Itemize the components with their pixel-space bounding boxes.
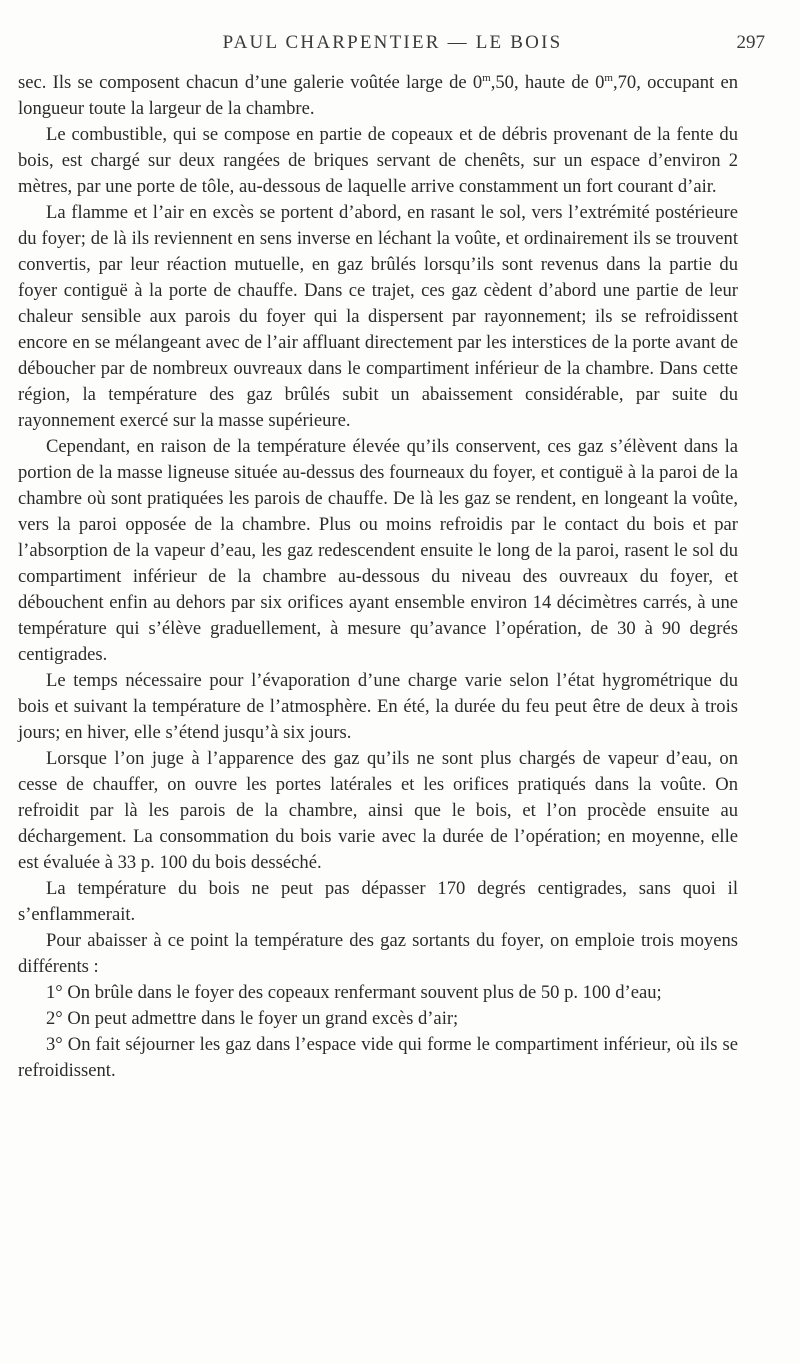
list-item: 1° On brûle dans le foyer des copeaux renfermant souvent plus de 50 p. 100 d’eau; bbox=[46, 982, 662, 1003]
paragraph: La flamme et l’air en excès se portent d’abord, en rasant le sol, vers l’extrémité postérieure du foyer; de là ils reviennent en sens inverse en léchant la voûte, et ordinairement ils se trouvent convertis, par leur réaction mutuelle, en gaz brûlés lorsqu’ils sont revenus dans la partie du foyer contiguë à la porte de chauffe. Dans ce trajet, ces gaz cèdent d’abord une partie de leur chaleur sensible aux parois du foyer qui la dispersent par rayonnement; ils se refroidissent encore en se mélangeant avec de l’air affluant directement par les interstices de la porte avant de déboucher par de nombreux ouvreaux dans le compartiment inférieur de la chambre. Dans cette région, la température des gaz brûlés subit un abaissement considérable, par suite du rayonnement exercé sur la masse supérieure. bbox=[18, 202, 738, 431]
unit-superscript: m bbox=[482, 72, 491, 84]
text-run: ,70, occupant en longueur toute la largeur de la chambre. bbox=[18, 72, 739, 119]
paragraph-continued bbox=[18, 70, 738, 122]
paragraph: Le temps nécessaire pour l’évaporation d’une charge varie selon l’état hygrométrique du bois et suivant la température de l’atmosphère. En été, la durée du feu peut être de deux à trois jours; en hiver, elle s’étend jusqu’à six jours. bbox=[18, 670, 738, 743]
page-header bbox=[20, 32, 765, 60]
paragraph: La température du bois ne peut pas dépasser 170 degrés centigrades, sans quoi il s’enflammerait. bbox=[18, 878, 738, 925]
page-number: 297 bbox=[736, 32, 765, 53]
paragraph: Cependant, en raison de la température élevée qu’ils conservent, ces gaz s’élèvent dans la portion de la masse ligneuse située au-dessus des fourneaux du foyer, et contiguë à la paroi de la chambre où sont pratiquées les parois de chauffe. De là les gaz se rendent, en longeant la voûte, vers la paroi opposée de la chambre. Plus ou moins refroidis par le contact du bois et par l’absorption de la vapeur d’eau, les gaz redescendent ensuite le long de la paroi, rasent le sol du compartiment inférieur de la chambre au-dessous du niveau des ouvreaux du foyer, et débouchent enfin au dehors par six orifices ayant ensemble environ 14 décimètres carrés, à une température qui s’élève graduellement, à mesure qu’avance l’opération, de 30 à 90 degrés centigrades. bbox=[18, 436, 738, 665]
paragraph: Lorsque l’on juge à l’apparence des gaz qu’ils ne sont plus chargés de vapeur d’eau, on cesse de chauffer, on ouvre les portes latérales et les orifices pratiqués dans la voûte. On refroidit par là les parois de la chambre, ainsi que le bois, et l’on procède ensuite au déchargement. La consommation du bois varie avec la durée de l’opération; en moyenne, elle est évaluée à 33 p. 100 du bois desséché. bbox=[18, 748, 738, 873]
text-run: sec. Ils se composent chacun d’une galerie voûtée large de 0 bbox=[18, 72, 483, 93]
list-item: 2° On peut admettre dans le foyer un grand excès d’air; bbox=[46, 1008, 459, 1029]
text-run: ,50, haute de 0 bbox=[490, 72, 605, 93]
paragraph: Le combustible, qui se compose en partie de copeaux et de débris provenant de la fente du bois, est chargé sur deux rangées de briques servant de chenêts, sur un espace d’environ 2 mètres, par une porte de tôle, au-dessous de laquelle arrive constamment un fort courant d’air. bbox=[18, 124, 738, 197]
paragraph: Pour abaisser à ce point la température des gaz sortants du foyer, on emploie trois moyens différents : bbox=[18, 930, 738, 977]
list-item: 3° On fait séjourner les gaz dans l’espace vide qui forme le compartiment inférieur, où ils se refroidissent. bbox=[18, 1034, 738, 1081]
unit-superscript: m bbox=[604, 72, 613, 84]
running-head: PAUL CHARPENTIER — LE BOIS bbox=[222, 32, 563, 53]
body-text bbox=[18, 70, 738, 1084]
